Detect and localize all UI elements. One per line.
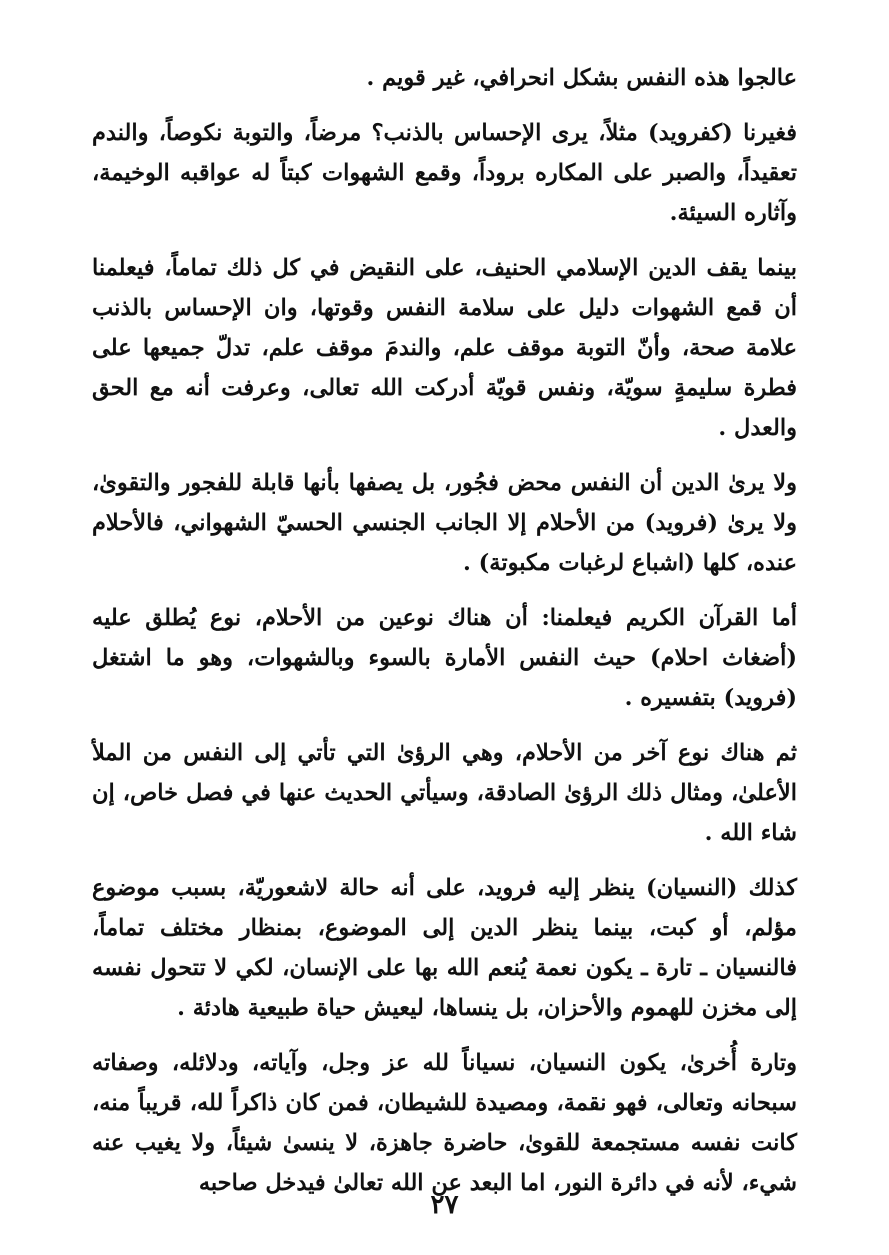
paragraph-2: فغيرنا (كفرويد) مثلاً، يرى الإحساس بالذنب؟ مرضاً، والتوبة نكوصاً، والندم تعقيداً، والصبر على المكاره بروداً، وقمع الشهوات كبتاً له عواقبه الوخيمة، وآثاره السيئة. — [92, 120, 797, 226]
paragraph-3: بينما يقف الدين الإسلامي الحنيف، على النقيض في كل ذلك تماماً، فيعلمنا أن قمع الشهوات دليل على سلامة النفس وقوتها، وان الإحساس بالذنب علامة صحة، وأنّ التوبة موقف علم، والندمَ موقف علم، تدلّ جميعها على فطرة سليمةٍ سويّة، ونفس قويّة أدركت الله تعالى، وعرفت أنه مع الحق والعدل . — [92, 255, 797, 441]
paragraph-5: أما القرآن الكريم فيعلمنا: أن هناك نوعين من الأحلام، نوع يُطلق عليه (أضغاث احلام) حيث النفس الأمارة بالسوء وبالشهوات، وهو ما اشتغل (فرويد) بتفسيره . — [92, 605, 797, 711]
paragraph-8: وتارة أُخرىٰ، يكون النسيان، نسياناً لله عز وجل، وآياته، ودلائله، وصفاته سبحانه وتعالى، فهو نقمة، ومصيدة للشيطان، فمن كان ذاكراً لله، قريباً منه، كانت نفسه مستجمعة للقوىٰ، حاضرة جاهزة، لا ينسىٰ شيئاً، ولا يغيب عنه شيء، لأنه في دائرة النور، اما البعد عن الله تعالىٰ فيدخل صاحبه — [92, 1050, 797, 1196]
paragraph-6: ثم هناك نوع آخر من الأحلام، وهي الرؤىٰ التي تأتي إلى النفس من الملأ الأعلىٰ، ومثال ذلك الرؤىٰ الصادقة، وسيأتي الحديث عنها في فصل خاص، إن شاء الله . — [92, 740, 797, 846]
paragraph-4: ولا يرىٰ الدين أن النفس محض فجُور، بل يصفها بأنها قابلة للفجور والتقوىٰ، ولا يرىٰ (فرويد) من الأحلام إلا الجانب الجنسي الحسيّ الشهواني، فالأحلام عنده، كلها (اشباع لرغبات مكبوتة) . — [92, 470, 797, 576]
paragraph-1: عالجوا هذه النفس بشكل انحرافي، غير قويم . — [366, 65, 797, 91]
page-number: ٢٧ — [430, 1190, 459, 1220]
paragraph-7: كذلك (النسيان) ينظر إليه فرويد، على أنه حالة لاشعوريّة، بسبب موضوع مؤلم، أو كبت، بينما ينظر الدين إلى الموضوع، بمنظار مختلف تماماً، فالنسيان ـ تارة ـ يكون نعمة يُنعم الله بها على الإنسان، لكي لا تتحول نفسه إلى مخزن للهموم والأحزان، بل ينساها، ليعيش حياة طبيعية هادئة . — [92, 875, 797, 1021]
